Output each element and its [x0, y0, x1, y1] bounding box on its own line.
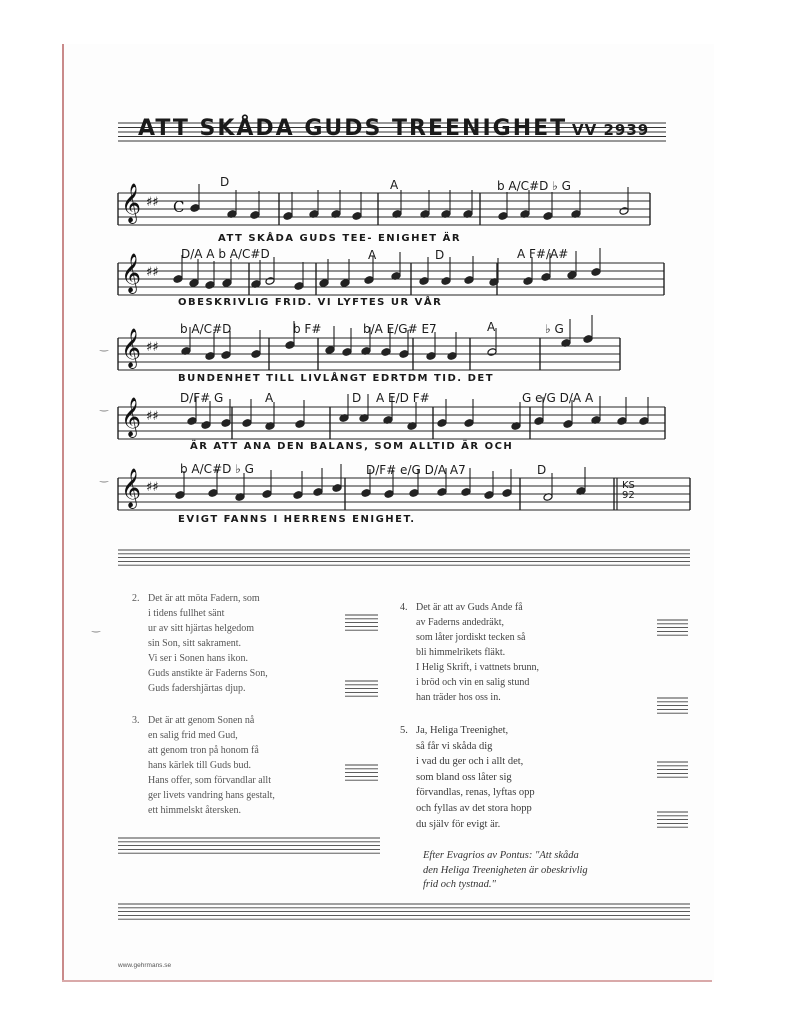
verse-line: Ja, Heliga Treenighet, — [416, 725, 509, 736]
chord-label: D — [352, 391, 362, 405]
chord-label: b F# — [293, 322, 322, 336]
verse-5 — [400, 723, 535, 832]
chord-label: D/F# G — [180, 391, 224, 405]
key-signature: ♯♯ — [146, 409, 159, 424]
lyric-line: OBESKRIVLIG FRID. VI LYFTES UR VÅR — [178, 297, 443, 308]
time-signature: C — [173, 198, 185, 216]
verse-2 — [132, 591, 268, 696]
treble-clef: 𝄞 — [121, 328, 142, 368]
verse-line: i tidens fullhet sänt — [148, 608, 225, 619]
verse-line: så får vi skåda dig — [416, 740, 493, 752]
song-title: ATT SKÅDA GUDS TREENIGHET — [138, 116, 568, 141]
verse-line: Det är att möta Fadern, som — [148, 593, 260, 604]
key-signature: ♯♯ — [146, 480, 159, 495]
verse-line: Hans offer, som förvandlar allt — [148, 775, 271, 786]
chord-label: A — [368, 248, 377, 262]
treble-clef: 𝄞 — [121, 468, 142, 508]
lyric-line: EVIGT FANNS I HERRENS ENIGHET. — [178, 514, 416, 525]
verse-line: att genom tron på honom få — [148, 745, 259, 756]
chord-label: A — [487, 320, 496, 334]
verse-line: i vad du ger och i allt det, — [416, 756, 524, 768]
verse-line: ur av sitt hjärtas helgedom — [148, 623, 255, 634]
arranger-initials: KS 92 — [622, 480, 635, 501]
verse-number: 5. — [400, 725, 408, 736]
key-signature: ♯♯ — [146, 195, 159, 210]
verse-line: en salig frid med Gud, — [148, 730, 238, 741]
margin-mark: ‿ — [100, 472, 109, 483]
margin-mark: ‿ — [92, 622, 101, 633]
verse-line: och fyllas av det stora hopp — [416, 802, 532, 814]
catalog-number: VV 2939 — [572, 121, 650, 139]
verse-line: Vi ser i Sonen hans ikon. — [148, 653, 248, 664]
treble-clef: 𝄞 — [121, 253, 142, 293]
publisher-url: www.gehrmans.se — [118, 962, 172, 969]
verse-line: ger livets vandring hans gestalt, — [148, 790, 275, 801]
verse-line: bli himmelrikets fläkt. — [416, 647, 506, 658]
chord-label: A F#/A# — [517, 247, 569, 261]
verse-line: Det är att av Guds Ande få — [416, 602, 523, 613]
verse-line: av Faderns andedräkt, — [416, 617, 505, 628]
credit-line: frid och tystnad." — [423, 879, 496, 890]
key-signature: ♯♯ — [146, 340, 159, 355]
key-signature: ♯♯ — [146, 265, 159, 280]
chord-label: b A/C#D ♭ G — [497, 179, 571, 193]
treble-clef: 𝄞 — [121, 397, 142, 437]
verse-number: 2. — [132, 593, 140, 604]
lyric-line: ÄR ATT ANA DEN BALANS, SOM ALLTID ÄR OCH — [190, 441, 514, 452]
verse-4 — [400, 600, 540, 705]
credit-line: Efter Evagrios av Pontus: "Att skåda — [423, 850, 579, 861]
chord-label: ♭ G — [545, 322, 564, 336]
margin-mark: ‿ — [100, 341, 109, 352]
verse-line: du själv för evigt är. — [416, 818, 501, 830]
lyric-line: BUNDENHET TILL LIVLÅNGT EDRTDM TID. DET — [178, 373, 495, 384]
verse-number: 3. — [132, 715, 140, 726]
verse-line: som bland oss låter sig — [416, 771, 512, 783]
verse-line: Guds fadershjärtas djup. — [148, 683, 246, 694]
chord-label: D/F# e/G D/A A7 — [366, 463, 466, 477]
verse-3 — [132, 713, 275, 818]
credit-line: den Heliga Treenigheten är obeskrivlig — [423, 864, 588, 876]
verse-line: Det är att genom Sonen nå — [148, 715, 255, 726]
chord-label: A E/D F# — [376, 391, 430, 405]
chord-label: b/A E/G# E7 — [363, 322, 437, 336]
chord-label: D — [435, 248, 445, 262]
chord-label: G e/G D/A A — [522, 391, 594, 405]
source-credit — [423, 849, 588, 893]
verse-line: förvandlas, renas, lyftas opp — [416, 787, 535, 799]
chord-label: D — [220, 175, 230, 189]
verse-line: sin Son, sitt sakrament. — [148, 638, 242, 649]
margin-mark: ‿ — [100, 401, 109, 412]
verse-line: Guds anstikte är Faderns Son, — [148, 668, 268, 679]
chord-label: A — [390, 178, 399, 192]
chord-label: b A/C#D ♭ G — [180, 462, 254, 476]
lyric-line: ATT SKÅDA GUDS TEE- ENIGHET ÄR — [218, 233, 462, 244]
chord-label: D/A A b A/C#D — [181, 247, 270, 261]
verse-line: hans kärlek till Guds bud. — [148, 760, 252, 771]
verse-number: 4. — [400, 602, 408, 613]
verse-line: i bröd och vin en salig stund — [416, 677, 530, 688]
verse-line: ett himmelskt återsken. — [148, 805, 242, 816]
verse-line: som låter jordiskt tecken så — [416, 632, 526, 643]
chord-label: D — [537, 463, 547, 477]
verse-line: I Helig Skrift, i vattnets brunn, — [416, 662, 540, 673]
chord-label: A — [265, 391, 274, 405]
chord-label: b A/C#D — [180, 322, 232, 336]
treble-clef: 𝄞 — [121, 183, 142, 223]
verse-line: han träder hos oss in. — [416, 692, 501, 703]
